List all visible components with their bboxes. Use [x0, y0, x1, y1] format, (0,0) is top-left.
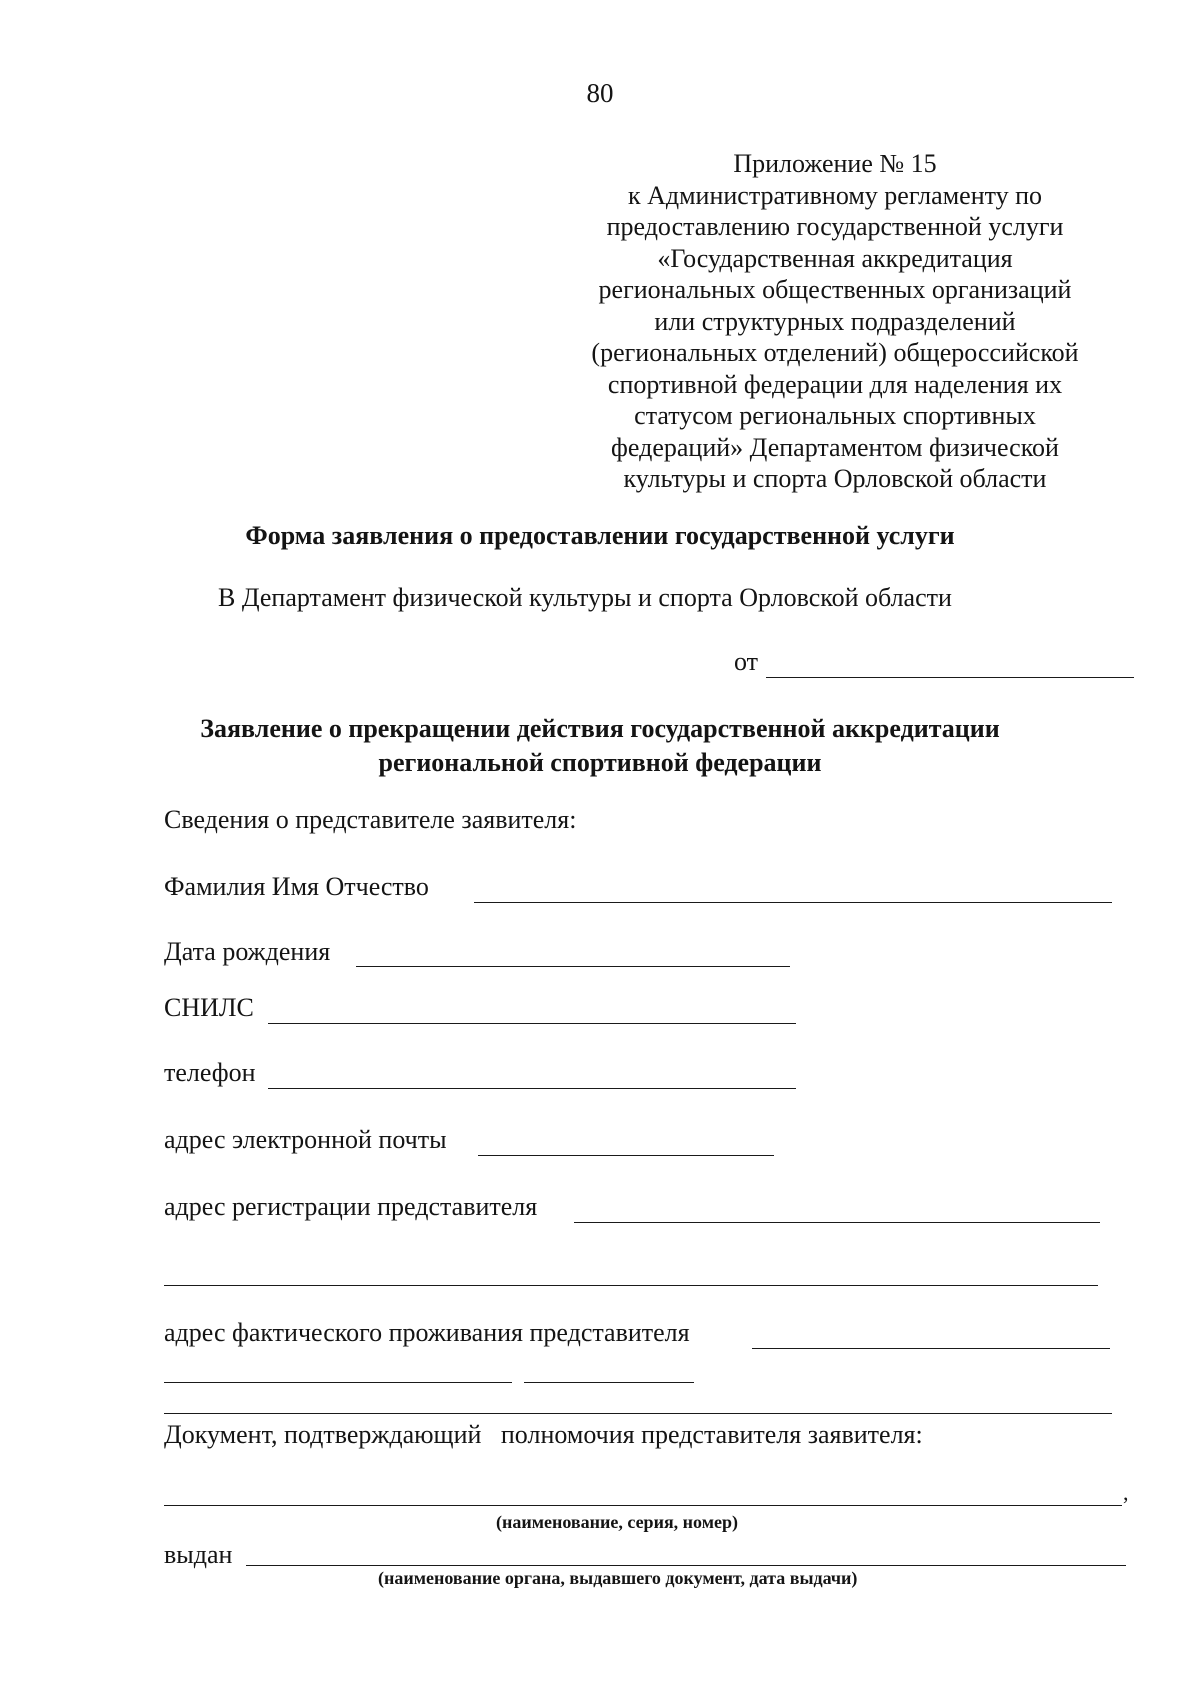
issued-by-caption: (наименование органа, выдавшего документ, дата выдачи): [378, 1568, 858, 1588]
appendix-line: федераций» Департаментом физической: [611, 432, 1059, 462]
appendix-line: «Государственная аккредитация: [657, 243, 1013, 273]
page-number: 80: [586, 78, 614, 108]
email-field-line[interactable]: [478, 1155, 774, 1156]
appendix-line: статусом региональных спортивных: [634, 401, 1036, 430]
appendix-line: к Административному регламенту по: [627, 180, 1043, 210]
actual-address-field-line-2b[interactable]: [524, 1382, 694, 1383]
document-name-field-line[interactable]: [164, 1505, 1122, 1506]
appendix-line: региональных общественных организаций: [598, 275, 1072, 304]
actual-address-field-line[interactable]: [752, 1348, 1110, 1349]
from-field-line[interactable]: [766, 677, 1134, 678]
actual-address-label: адрес фактического проживания представителя: [164, 1318, 690, 1347]
phone-field-line[interactable]: [268, 1088, 796, 1089]
full-name-field-line[interactable]: [474, 902, 1112, 903]
appendix-line: (региональных отделений) общероссийской: [591, 338, 1079, 367]
issued-by-field-line[interactable]: [246, 1565, 1126, 1566]
snils-field-line[interactable]: [268, 1023, 796, 1024]
appendix-line: культуры и спорта Орловской области: [623, 464, 1047, 493]
document-section-label: Документ, подтверждающий полномочия представителя заявителя:: [164, 1420, 923, 1449]
statement-title-line: региональной спортивной федерации: [378, 748, 822, 777]
appendix-line: спортивной федерации для наделения их: [607, 369, 1063, 399]
appendix-reference-block: [560, 148, 1110, 495]
trailing-comma: ,: [1123, 1480, 1129, 1505]
representative-section-label: Сведения о представителе заявителя:: [164, 805, 577, 834]
full-name-label: Фамилия Имя Отчество: [164, 872, 429, 901]
statement-title-line: Заявление о прекращении действия государственной аккредитации: [200, 714, 1000, 743]
statement-title: [100, 712, 1100, 780]
birth-date-field-line[interactable]: [356, 966, 790, 967]
from-label: от: [734, 647, 759, 676]
form-heading: Форма заявления о предоставлении государственной услуги: [245, 521, 955, 550]
phone-label: телефон: [164, 1058, 256, 1087]
addressee-line: В Департамент физической культуры и спорта Орловской области: [218, 583, 952, 612]
appendix-line: или структурных подразделений: [654, 306, 1016, 336]
actual-address-field-line-3[interactable]: [164, 1413, 1112, 1414]
document-name-caption: (наименование, серия, номер): [496, 1512, 738, 1532]
issued-label: выдан: [164, 1540, 233, 1569]
birth-date-label: Дата рождения: [164, 937, 331, 966]
registration-address-label: адрес регистрации представителя: [164, 1192, 538, 1221]
registration-address-field-line[interactable]: [574, 1222, 1100, 1223]
snils-label: СНИЛС: [164, 993, 254, 1022]
appendix-line: Приложение № 15: [733, 149, 937, 178]
appendix-line: предоставлению государственной услуги: [606, 212, 1064, 241]
email-label: адрес электронной почты: [164, 1125, 447, 1154]
registration-address-field-line-2[interactable]: [164, 1285, 1098, 1286]
actual-address-field-line-2a[interactable]: [164, 1382, 512, 1383]
